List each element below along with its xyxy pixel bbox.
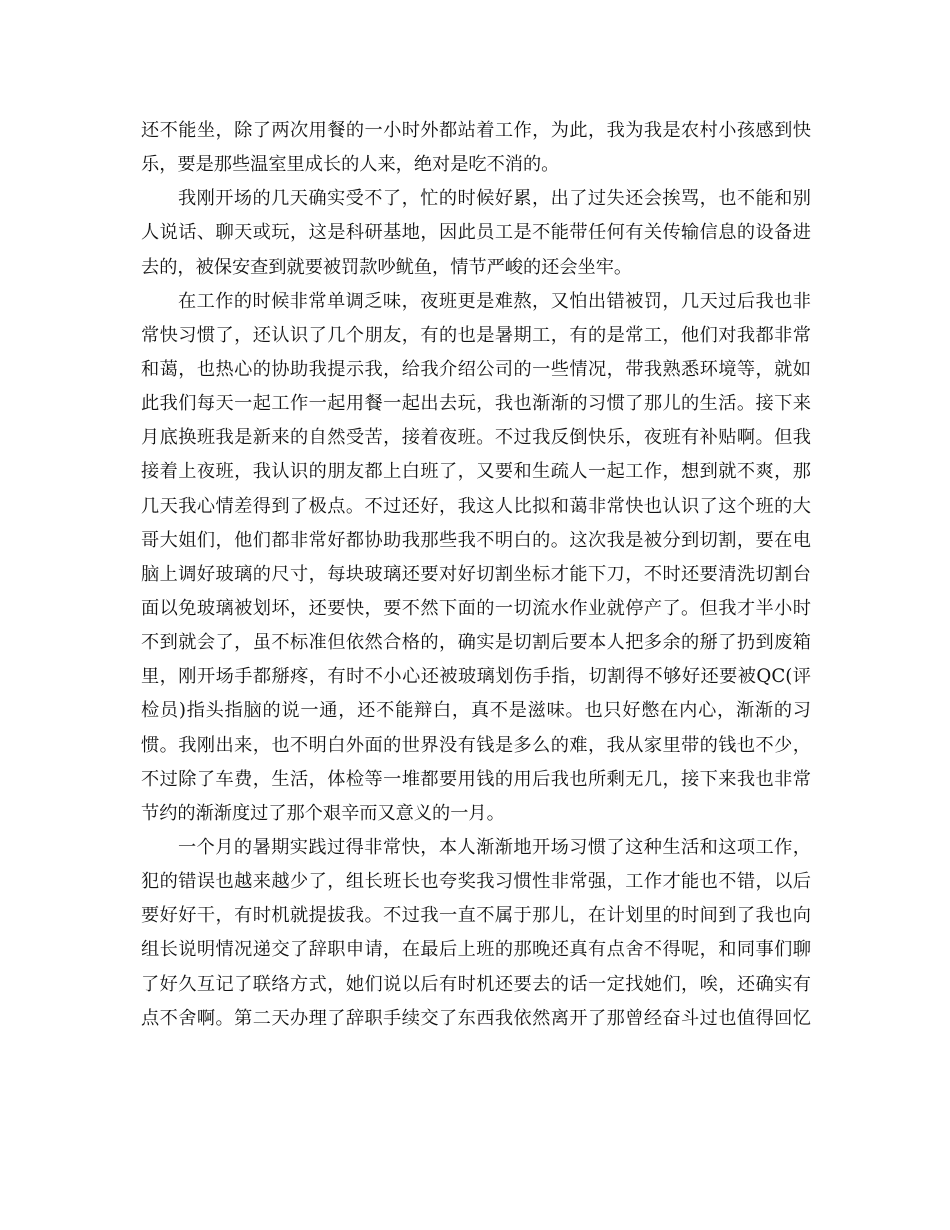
text-line: 此我们每天一起工作一起用餐一起出去玩，我也渐渐的习惯了那儿的生活。接下来 bbox=[141, 393, 811, 415]
text-line: 节约的渐渐度过了那个艰辛而又意义的一月。 bbox=[141, 802, 505, 824]
text-line: 我刚开场的几天确实受不了，忙的时候好累，出了过失还会挨骂，也不能和别 bbox=[178, 188, 811, 210]
text-line: 里，刚开场手都掰疼，有时不小心还被玻璃划伤手指，切割得不够好还要被QC(评 bbox=[141, 666, 811, 688]
text-line: 脑上调好玻璃的尺寸，每块玻璃还要对好切割坐标才能下刀，不时还要清洗切割台 bbox=[141, 563, 811, 585]
text-line: 人说话、聊天或玩，这是科研基地，因此员工是不能带任何有关传输信息的设备进 bbox=[141, 222, 811, 244]
text-line: 面以免玻璃被划坏，还要快，要不然下面的一切流水作业就停产了。但我才半小时 bbox=[141, 597, 811, 619]
text-line: 几天我心情差得到了极点。不过还好，我这人比拟和蔼非常快也认识了这个班的大 bbox=[141, 495, 811, 517]
text-line: 一个月的暑期实践过得非常快，本人渐渐地开场习惯了这种生活和这项工作， bbox=[178, 836, 811, 858]
text-line: 和蔼，也热心的协助我提示我，给我介绍公司的一些情况，带我熟悉环境等，就如 bbox=[141, 358, 811, 380]
text-line: 哥大姐们，他们都非常好都协助我那些我不明白的。这次我是被分到切割，要在电 bbox=[141, 529, 811, 551]
paragraph bbox=[141, 182, 811, 284]
text-line: 在工作的时候非常单调乏味，夜班更是难熬，又怕出错被罚，几天过后我也非 bbox=[178, 290, 811, 312]
text-line: 乐，要是那些温室里成长的人来，绝对是吃不消的。 bbox=[141, 154, 560, 176]
text-line: 接着上夜班，我认识的朋友都上白班了，又要和生疏人一起工作，想到就不爽，那 bbox=[141, 461, 811, 483]
text-line: 要好好干，有时机就提拔我。不过我一直不属于那儿，在计划里的时间到了我也向 bbox=[141, 905, 811, 927]
paragraph bbox=[141, 114, 811, 182]
text-line: 检员)指头指脑的说一通，还不能辩白，真不是滋味。也只好憋在内心，渐渐的习 bbox=[141, 700, 811, 722]
text-line: 点不舍啊。第二天办理了辞职手续交了东西我依然离开了那曾经奋斗过也值得回忆 bbox=[141, 1007, 811, 1029]
document-body bbox=[141, 114, 811, 1036]
text-line: 不过除了车费，生活，体检等一堆都要用钱的用后我也所剩无几，接下来我也非常 bbox=[141, 768, 811, 790]
paragraph bbox=[141, 285, 811, 831]
text-line: 惯。我刚出来，也不明白外面的世界没有钱是多么的难，我从家里带的钱也不少， bbox=[141, 734, 811, 756]
text-line: 月底换班我是新来的自然受苦，接着夜班。不过我反倒快乐，夜班有补贴啊。但我 bbox=[141, 427, 811, 449]
paragraph bbox=[141, 831, 811, 1036]
text-line: 不到就会了，虽不标准但依然合格的，确实是切割后要本人把多余的掰了扔到废箱 bbox=[141, 632, 811, 654]
text-line: 了好久互记了联络方式，她们说以后有时机还要去的话一定找她们，唉，还确实有 bbox=[141, 973, 811, 995]
text-line: 组长说明情况递交了辞职申请，在最后上班的那晚还真有点舍不得呢，和同事们聊 bbox=[141, 939, 811, 961]
text-line: 还不能坐，除了两次用餐的一小时外都站着工作，为此，我为我是农村小孩感到快 bbox=[141, 120, 811, 141]
text-line: 去的，被保安查到就要被罚款吵鱿鱼，情节严峻的还会坐牢。 bbox=[141, 256, 633, 278]
text-line: 犯的错误也越来越少了，组长班长也夸奖我习惯性非常强，工作才能也不错，以后 bbox=[141, 871, 811, 893]
text-line: 常快习惯了，还认识了几个朋友，有的也是暑期工，有的是常工，他们对我都非常 bbox=[141, 324, 811, 346]
